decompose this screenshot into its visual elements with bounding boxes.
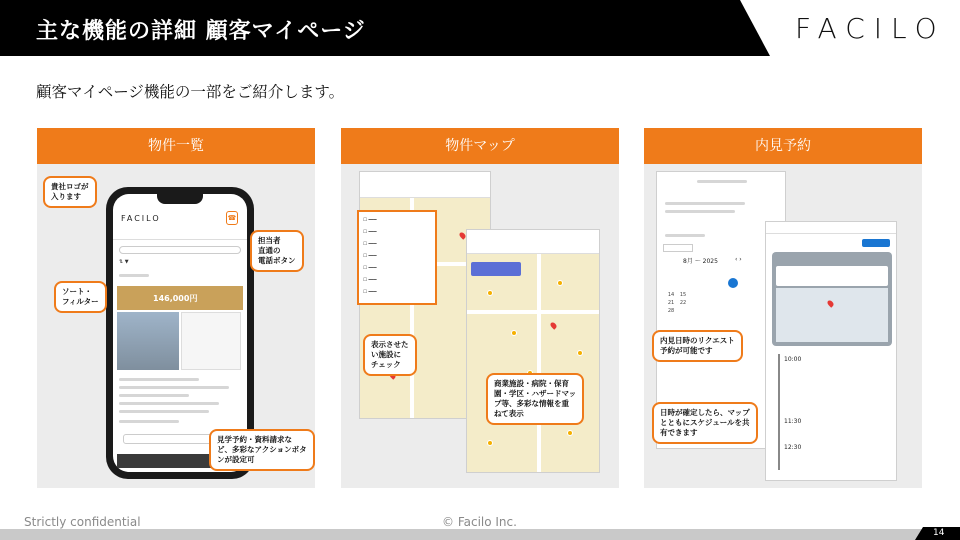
filter-item[interactable]: ☐ ━━━	[363, 266, 377, 271]
map-pin-icon[interactable]	[487, 290, 493, 296]
callout-action: 見学予約・資料請求な ど、多彩なアクションボタ ンが設定可	[209, 429, 315, 471]
schedule-tab-active[interactable]	[862, 239, 890, 247]
time-slot: 11:30	[784, 418, 802, 425]
filter-item[interactable]: ☐ ━━━	[363, 278, 377, 283]
phone-line	[119, 386, 229, 389]
callout-logo: 貴社ロゴが 入ります	[43, 176, 97, 208]
map-pin-icon[interactable]	[567, 430, 573, 436]
phone-line	[119, 420, 179, 423]
schedule-screen	[765, 221, 897, 481]
facilo-logo: FACILO	[795, 12, 946, 45]
filter-item[interactable]: ☐ ━━━	[363, 254, 377, 259]
date-input[interactable]	[663, 244, 693, 252]
phone-line	[119, 394, 189, 397]
screen-line	[665, 234, 705, 237]
phone-tabs[interactable]	[113, 230, 247, 240]
phone-logo: FACILO	[121, 214, 161, 223]
schedule-card-header	[776, 266, 888, 286]
panel-heading: 物件マップ	[341, 128, 619, 164]
footer-confidential: Strictly confidential	[24, 515, 141, 529]
filter-item[interactable]: ☐ ━━━	[363, 242, 377, 247]
map-pin-icon[interactable]	[577, 350, 583, 356]
map-pin-icon[interactable]	[557, 280, 563, 286]
phone-line	[119, 378, 199, 381]
screen-line	[697, 180, 747, 183]
filter-item[interactable]: ☐ ━━━	[363, 230, 377, 235]
phone-line	[119, 410, 209, 413]
callout-schedule: 日時が確定したら、マップ とともにスケジュールを共 有できます	[652, 402, 758, 444]
panel-property-list	[37, 128, 315, 488]
callout-request: 内見日時のリクエスト 予約が可能です	[652, 330, 743, 362]
filter-item[interactable]: ☐ ━━━	[363, 290, 377, 295]
phone-banner-price: 146,000円	[153, 294, 198, 303]
calendar-day[interactable]: 14	[667, 292, 675, 298]
property-photo	[117, 312, 179, 370]
schedule-tabs[interactable]	[766, 222, 896, 234]
calendar-day[interactable]: 22	[679, 300, 687, 306]
map-info-popup	[471, 262, 521, 276]
facility-filter-list[interactable]	[357, 210, 437, 305]
map-toolbar	[467, 230, 599, 254]
phone-line	[119, 274, 149, 277]
phone-sort-filter[interactable]: ⇅ ▼	[119, 259, 129, 265]
timeline-line	[778, 354, 780, 470]
callout-check: 表示させた い施設に チェック	[363, 334, 417, 376]
time-slot: 10:00	[784, 356, 802, 363]
filter-item[interactable]: ☐ ━━━	[363, 218, 377, 223]
phone-notch	[157, 194, 203, 204]
floor-plan	[181, 312, 241, 370]
page-number: 14	[933, 528, 945, 538]
time-slot: 12:30	[784, 444, 802, 451]
map-toolbar	[360, 172, 490, 198]
callout-sort: ソート・ フィルター	[54, 281, 107, 313]
map-pin-icon[interactable]	[487, 440, 493, 446]
phone-line	[119, 402, 219, 405]
calendar-day[interactable]: 15	[679, 292, 687, 298]
selected-date[interactable]	[728, 278, 738, 288]
road	[467, 310, 600, 314]
panel-heading: 物件一覧	[37, 128, 315, 164]
calendar-month: 8月 ～ 2025	[683, 258, 718, 265]
panel-heading: 内見予約	[644, 128, 922, 164]
footer-bar	[0, 529, 960, 540]
screen-line	[665, 202, 745, 205]
map-pin-icon[interactable]	[549, 321, 557, 329]
screen-line	[665, 210, 735, 213]
callout-call: 担当者 直通の 電話ボタン	[250, 230, 304, 272]
page-subtitle: 顧客マイページ機能の一部をご紹介します。	[36, 83, 345, 101]
calendar-nav[interactable]: ‹ ›	[735, 256, 742, 263]
footer-copyright: © Facilo Inc.	[442, 515, 517, 529]
map-pin-icon[interactable]	[511, 330, 517, 336]
phone-search-input[interactable]	[119, 246, 241, 254]
schedule-map	[776, 288, 888, 342]
map-screen-front	[466, 229, 600, 473]
calendar-day[interactable]: 28	[667, 308, 675, 314]
callout-info: 商業施設・病院・保育 園・学区・ハザードマッ プ等、多彩な情報を重 ねて表示	[486, 373, 584, 425]
road	[537, 254, 541, 473]
page-title: 主な機能の詳細 顧客マイページ	[36, 19, 366, 44]
phone-call-icon[interactable]: ☎	[226, 211, 238, 225]
calendar-day[interactable]: 21	[667, 300, 675, 306]
